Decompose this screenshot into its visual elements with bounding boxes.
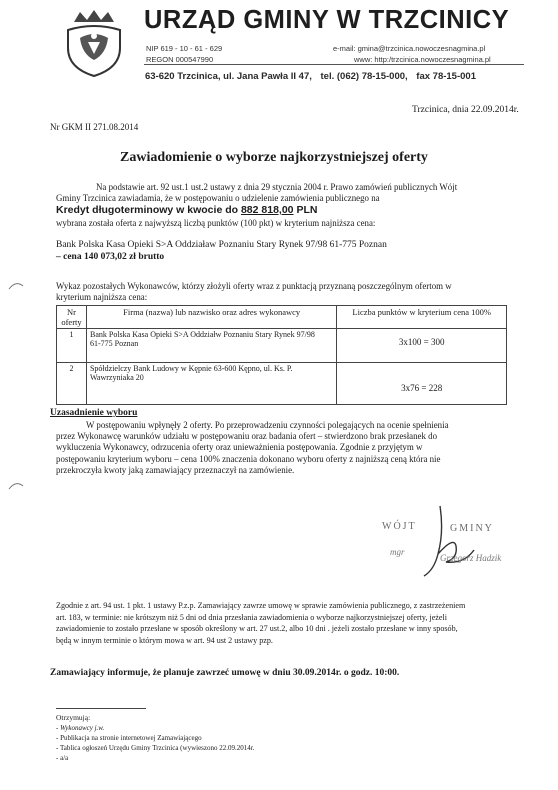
handwritten-signature-icon [410,502,480,582]
reference-number: Nr GKM II 271.08.2014 [50,122,139,132]
justification-line: postępowaniu kryterium wyboru – cena 100% znaczenia dokonano wyboru oferty z najniższą ceną która nie [56,453,441,464]
table-header-row [57,306,507,329]
header-rule [144,64,524,65]
legal-line: Zgodnie z art. 94 ust. 1 pkt. 1 ustawy P.z.p. Zamawiający zawrze umowę w sprawie zamówienia publicznego, z zastrzeżeniem [56,601,466,610]
legal-line: art. 183, w terminie: nie krótszym niż 5 dni od dnia przesłania zawiadomienia o wyborze najkorzystniejszej oferty, jeżeli [56,612,447,622]
intro-paragraph [56,182,457,204]
justification-line: przez Wykonawcę warunków udziału w postępowaniu oraz badania ofert – stwierdzono brak przesłanek do [56,431,438,442]
list-item: - Publikacja na stronie internetowej Zamawiającego [56,734,202,742]
list-item: - a/a [56,754,69,762]
table-row [57,363,507,405]
loan-text: Kredyt długoterminowy w kwocie do [56,204,239,216]
intro-line: Gminy Trzcinica zawiadamia, że w postępowaniu o udzielenie zamówienia publicznego na [56,193,380,204]
municipal-crest-icon [60,8,128,78]
offer-points: 3x76 = 228 [337,363,507,405]
signatory-title: mgr [390,547,405,557]
signatory-name: Grzegorz Hadzik [440,553,502,563]
header-points: Liczba punktów w kryterium cena 100% [337,306,507,329]
offers-table [56,305,507,405]
offer-firm: Bank Polska Kasa Opieki S>A Oddziałw Poznaniu Stary Rynek 97/98 61-775 Poznan [86,329,336,363]
document-title: Zawiadomienie o wyborze najkorzystniejszej oferty [120,150,428,165]
justification-heading: Uzasadnienie wyboru [50,408,138,418]
recipients-list [56,723,254,763]
offer-points: 3x100 = 300 [337,329,507,363]
table-intro-line: Wykaz pozostałych Wykonawców, którzy złożyli oferty wraz z punktacją przyznaną poszczególnym ofertom w [56,281,452,291]
recipients-heading: Otrzymują: [56,713,91,722]
intro-line: wybrana została oferta z najwyższą liczbą punktów (100 pkt) w kryterium najniższa cena: [56,218,376,228]
recipients-rule [56,708,146,709]
street-address: 63-620 Trzcinica, ul. Jana Pawła II 47, [145,71,312,82]
legal-line: będą w innym terminie o którym mowa w art. 94 ust 2 ustawy pzp. [56,635,273,645]
offer-firm: Spółdzielczy Bank Ludowy w Kępnie 63-600 Kępno, ul. Ks. P. Wawrzyniaka 20 [86,363,336,405]
justification-line: W postępowaniu wpłynęły 2 oferty. Po przeprowadzeniu czynności polegających na ocenie spełnienia [86,420,449,430]
loan-subject [56,204,317,216]
stamp-wojt: WÓJT [382,521,417,532]
legal-paragraph [56,600,465,646]
winning-bank: Bank Polska Kasa Opieki S>A Oddziaław Poznaniu Stary Rynek 97/98 61-775 Poznan [56,240,387,250]
loan-currency: PLN [296,204,318,216]
email-address: e-mail: gmina@trzcinica.nowoczesnagmina.pl [333,44,486,53]
phone-number: tel. (062) 78-15-000, [320,71,408,82]
website-address: www: http:/trzcinica.nowoczesnagmina.pl [354,55,491,64]
office-address-line [145,71,482,82]
loan-amount: 882 818,00 [240,204,294,216]
intro-line: Na podstawie art. 92 ust.1 ust.2 ustawy z dnia 29 stycznia 2004 r. Prawo zamówień publicznych Wójt [96,182,458,192]
justification-line: wykluczenia Wykonawcy, odrzucenia oferty oraz unieważnienia postępowania. Zgodnie z przyjętym w [56,442,423,453]
justification-line: przekroczyła kwoty jaką zamawiający przeznaczył na zamówienie. [56,464,295,475]
regon-number: REGON 000547990 [146,55,214,64]
header-offer-no: Nr oferty [57,306,87,329]
punch-mark-icon [8,280,24,290]
list-item: - Tablica ogłoszeń Urzędu Gminy Trzcinica (wywieszono 22.09.2014r. [56,744,255,752]
contract-notice: Zamawiający informuje, że planuje zawrzeć umowę w dniu 30.09.2014r. o godz. 10:00. [50,668,400,678]
legal-line: zawiadomienie to zostało przesłane w sposób określony w art. 27 ust.2, albo 10 dni . jeżeli zostało przesłane w inny sposób, [56,624,458,633]
fax-number: fax 78-15-001 [416,71,476,82]
office-name: URZĄD GMINY W TRZCINICY [144,6,510,34]
stamp-gminy: GMINY [450,523,494,534]
table-intro [56,281,452,303]
offer-number: 1 [57,329,87,363]
table-intro-line: kryterium najniższa cena: [56,292,148,303]
place-date: Trzcinica, dnia 22.09.2014r. [412,105,519,115]
header-firm: Firma (nazwa) lub nazwisko oraz adres wykonawcy [86,306,336,329]
punch-mark-icon [8,480,24,490]
list-item: - Wykonawcy j.w. [56,724,105,732]
nip-number: NIP 619 - 10 - 61 - 629 [146,44,223,53]
intro-result [56,218,375,229]
table-row [57,329,507,363]
justification-paragraph [56,420,449,476]
winning-price: – cena 140 073,02 zł brutto [56,252,165,262]
offer-number: 2 [57,363,87,405]
